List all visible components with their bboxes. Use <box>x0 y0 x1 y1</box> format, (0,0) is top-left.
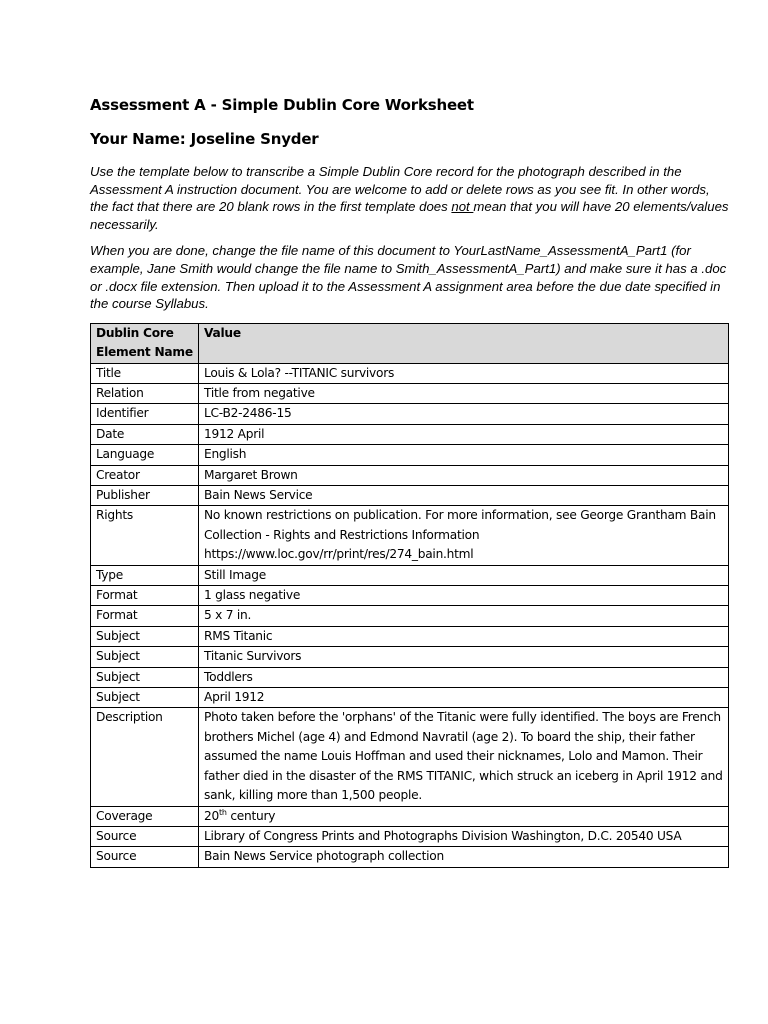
element-cell[interactable]: Publisher <box>91 486 199 506</box>
value-cell[interactable]: Louis & Lola? --TITANIC survivors <box>199 363 729 383</box>
element-cell[interactable]: Description <box>91 708 199 806</box>
table-row <box>91 688 729 708</box>
element-cell[interactable]: Subject <box>91 667 199 687</box>
element-cell[interactable]: Title <box>91 363 199 383</box>
table-row <box>91 404 729 424</box>
coverage-text: century <box>226 808 276 823</box>
element-cell[interactable]: Subject <box>91 647 199 667</box>
element-cell[interactable]: Format <box>91 586 199 606</box>
instructions-underlined-word: not <box>451 199 474 215</box>
value-cell[interactable]: Title from negative <box>199 383 729 403</box>
table-row <box>91 806 729 826</box>
element-cell[interactable]: Coverage <box>91 806 199 826</box>
table-row <box>91 424 729 444</box>
element-cell[interactable]: Subject <box>91 688 199 708</box>
document-title: Assessment A - Simple Dublin Core Worksheet <box>90 96 474 114</box>
element-cell[interactable]: Source <box>91 847 199 867</box>
table-row <box>91 486 729 506</box>
table-row <box>91 383 729 403</box>
element-cell[interactable]: Language <box>91 445 199 465</box>
value-cell[interactable]: Still Image <box>199 565 729 585</box>
value-cell[interactable]: 1912 April <box>199 424 729 444</box>
table-row <box>91 826 729 846</box>
value-cell[interactable]: Library of Congress Prints and Photographs Division Washington, D.C. 20540 USA <box>199 826 729 846</box>
worksheet-page <box>90 94 730 868</box>
table-row <box>91 586 729 606</box>
element-cell[interactable]: Relation <box>91 383 199 403</box>
table-row <box>91 565 729 585</box>
element-cell[interactable]: Source <box>91 826 199 846</box>
value-cell[interactable] <box>199 806 729 826</box>
header-value: Value <box>199 323 729 363</box>
value-cell[interactable]: April 1912 <box>199 688 729 708</box>
table-row <box>91 847 729 867</box>
coverage-number: 20 <box>204 808 220 823</box>
value-cell[interactable]: Titanic Survivors <box>199 647 729 667</box>
student-name: Your Name: Joseline Snyder <box>90 130 319 148</box>
value-cell[interactable]: Margaret Brown <box>199 465 729 485</box>
element-cell[interactable]: Type <box>91 565 199 585</box>
table-row <box>91 363 729 383</box>
table-row <box>91 465 729 485</box>
table-row <box>91 445 729 465</box>
table-row <box>91 647 729 667</box>
coverage-suffix: th <box>219 807 227 817</box>
value-cell[interactable]: Photo taken before the 'orphans' of the Titanic were fully identified. The boys are French brothers Michel (age 4) and Edmond Navratil (age 2). To board the ship, their father assumed the name Louis Hoffman and used their nicknames, Lolo and Mamon. Their father died in the disaster of the RMS TITANIC, which struck an iceberg in April 1912 and sank, killing more than 1,500 people. <box>199 708 729 806</box>
value-cell[interactable]: 1 glass negative <box>199 586 729 606</box>
element-cell[interactable]: Creator <box>91 465 199 485</box>
value-cell[interactable]: Bain News Service photograph collection <box>199 847 729 867</box>
value-cell[interactable]: 5 x 7 in. <box>199 606 729 626</box>
value-cell[interactable]: English <box>199 445 729 465</box>
submission-paragraph: When you are done, change the file name of this document to YourLastName_AssessmentA_Part1 (for example, Jane Smith would change the file name to Smith_AssessmentA_Part1) and make sure it has a .doc or .docx file extension. Then upload it to the Assessment A assignment area before the due date specified in the course Syllabus. <box>90 243 727 312</box>
value-cell[interactable]: Bain News Service <box>199 486 729 506</box>
element-cell[interactable]: Rights <box>91 506 199 565</box>
instructions-text-end: mean that you will have 20 elements/values necessarily. <box>90 199 729 232</box>
element-cell[interactable]: Date <box>91 424 199 444</box>
header-element-name: Dublin Core Element Name <box>91 323 199 363</box>
table-row <box>91 626 729 646</box>
value-cell[interactable]: No known restrictions on publication. For more information, see George Grantham Bain Collection - Rights and Restrictions Information https://www.loc.gov/rr/print/res/274_bain.html <box>199 506 729 565</box>
element-cell[interactable]: Subject <box>91 626 199 646</box>
element-cell[interactable]: Identifier <box>91 404 199 424</box>
table-row <box>91 606 729 626</box>
element-cell[interactable]: Format <box>91 606 199 626</box>
instructions-text: Use the template below to transcribe a Simple Dublin Core record for the photograph described in the Assessment A instruction document. You are welcome to add or delete rows as you see fit. In other words, the fact that there are 20 blank rows in the first template does <box>90 164 710 215</box>
dublin-core-table <box>90 323 729 868</box>
value-cell[interactable]: Toddlers <box>199 667 729 687</box>
table-header-row <box>91 323 729 363</box>
instructions-paragraph <box>90 163 730 233</box>
table-row <box>91 708 729 806</box>
table-row <box>91 506 729 565</box>
table-row <box>91 667 729 687</box>
value-cell[interactable]: RMS Titanic <box>199 626 729 646</box>
value-cell[interactable]: LC-B2-2486-15 <box>199 404 729 424</box>
